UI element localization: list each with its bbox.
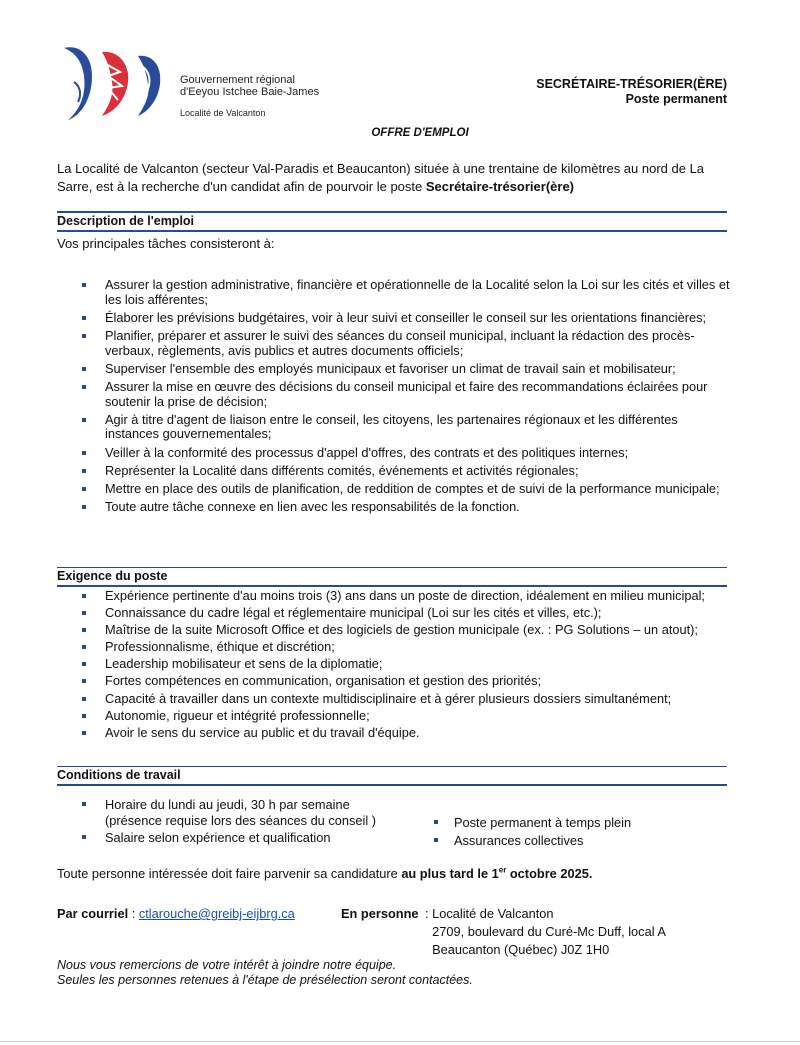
list-item: Représenter la Localité dans différents comités, événements et activités régionales; — [80, 464, 730, 479]
contact-email: Par courriel : ctlarouche@greibj-eijbrg.ca — [57, 906, 295, 921]
section-heading-description: Description de l'emploi — [57, 211, 727, 232]
conditions-right-list — [432, 815, 732, 850]
deadline-text — [57, 866, 592, 882]
intro-text: La Localité de Valcanton (secteur Val-Paradis et Beaucanton) située à une trentaine de kilomètres au nord de La Sarre, est à la recherche d'un candidat afin de pourvoir le poste — [57, 161, 705, 194]
deadline-date: au plus tard le 1er octobre 2025. — [401, 865, 593, 881]
list-item: Agir à titre d'agent de liaison entre le conseil, les citoyens, les partenaires régionaux et les différentes instances gouvernementales; — [80, 413, 730, 442]
in-person-label: En personne — [341, 906, 419, 921]
address-line: Beaucanton (Québec) J0Z 1H0 — [432, 942, 610, 957]
closing-note — [57, 958, 473, 988]
job-status: Poste permanent — [625, 92, 727, 106]
locality-name: Localité de Valcanton — [180, 108, 266, 118]
list-item: Assurer la mise en œuvre des décisions du conseil municipal et faire des recommandations éclairées pour soutenir la prise de décision; — [80, 380, 730, 409]
tasks-lead: Vos principales tâches consisteront à: — [57, 236, 275, 251]
list-item: Salaire selon expérience et qualification — [80, 830, 420, 846]
logo-emblem-icon — [58, 42, 178, 122]
list-item: Leadership mobilisateur et sens de la diplomatie; — [80, 657, 730, 672]
list-item: Veiller à la conformité des processus d'appel d'offres, des contrats et des politiques internes; — [80, 446, 730, 461]
list-item: Assurer la gestion administrative, financière et opérationnelle de la Localité selon la Loi sur les cités et villes et les lois afférentes; — [80, 278, 730, 307]
condition-schedule: Horaire du lundi au jeudi, 30 h par semaine — [105, 797, 350, 812]
section-heading-requirements: Exigence du poste — [57, 567, 727, 587]
org-name-line1: Gouvernement régional — [180, 74, 295, 86]
contact-in-person — [341, 905, 666, 957]
list-item: Expérience pertinente d'au moins trois (3) ans dans un poste de direction, idéalement en milieu municipal; — [80, 589, 730, 604]
offer-label: OFFRE D'EMPLOI — [371, 127, 469, 139]
logo-text — [180, 74, 319, 119]
intro-paragraph — [57, 160, 727, 196]
list-item: Élaborer les prévisions budgétaires, voir à leur suivi et conseiller le conseil sur les orientations financières; — [80, 311, 730, 326]
list-item: Toute autre tâche connexe en lien avec les responsabilités de la fonction. — [80, 500, 730, 515]
closing-line: Nous vous remercions de votre intérêt à joindre notre équipe. — [57, 958, 397, 972]
tasks-list — [80, 278, 730, 518]
intro-position: Secrétaire-trésorier(ère) — [425, 179, 575, 194]
page-divider — [0, 1041, 800, 1042]
job-title-block — [536, 77, 727, 107]
condition-schedule-note: (présence requise lors des séances du conseil ) — [105, 812, 377, 828]
list-item: Autonomie, rigueur et intégrité professionnelle; — [80, 709, 730, 724]
address-block: : Localité de Valcanton 2709, boulevard du Curé-Mc Duff, local A Beaucanton (Québec) J0Z 1H0 — [425, 906, 666, 957]
deadline-lead: Toute personne intéressée doit faire parvenir sa candidature — [57, 866, 402, 881]
address-line: 2709, boulevard du Curé-Mc Duff, local A — [432, 924, 666, 939]
conditions-left-list — [80, 797, 420, 848]
email-label: Par courriel — [57, 906, 129, 921]
section-heading-conditions: Conditions de travail — [57, 766, 727, 786]
list-item: Assurances collectives — [432, 833, 732, 849]
list-item: Maîtrise de la suite Microsoft Office et des logiciels de gestion municipale (ex. : PG Solutions – un atout); — [80, 623, 730, 638]
email-link[interactable]: ctlarouche@greibj-eijbrg.ca — [138, 906, 295, 921]
list-item: Connaissance du cadre légal et réglementaire municipal (Loi sur les cités et villes, etc.); — [80, 606, 730, 621]
closing-line: Seules les personnes retenues à l'étape de présélection seront contactées. — [57, 973, 473, 987]
org-name-line2: d'Eeyou Istchee Baie-James — [180, 86, 320, 98]
list-item: Superviser l'ensemble des employés municipaux et favoriser un climat de travail sain et mobilisateur; — [80, 362, 730, 377]
list-item — [80, 797, 420, 828]
list-item: Fortes compétences en communication, organisation et gestion des priorités; — [80, 674, 730, 689]
requirements-list — [80, 589, 730, 743]
list-item: Poste permanent à temps plein — [432, 815, 732, 831]
list-item: Mettre en place des outils de planification, de reddition de comptes et de suivi de la performance municipale; — [80, 482, 730, 497]
list-item: Professionnalisme, éthique et discrétion; — [80, 640, 730, 655]
list-item: Avoir le sens du service au public et du travail d'équipe. — [80, 726, 730, 741]
org-logo — [58, 42, 358, 124]
list-item: Capacité à travailler dans un contexte multidisciplinaire et à gérer plusieurs dossiers simultanément; — [80, 692, 730, 707]
address-line: Localité de Valcanton — [432, 906, 554, 921]
list-item: Planifier, préparer et assurer le suivi des séances du conseil municipal, incluant la rédaction des procès-verbaux, règlements, avis publics et autres documents officiels; — [80, 329, 730, 358]
job-title: SECRÉTAIRE-TRÉSORIER(ÈRE) — [536, 77, 727, 91]
